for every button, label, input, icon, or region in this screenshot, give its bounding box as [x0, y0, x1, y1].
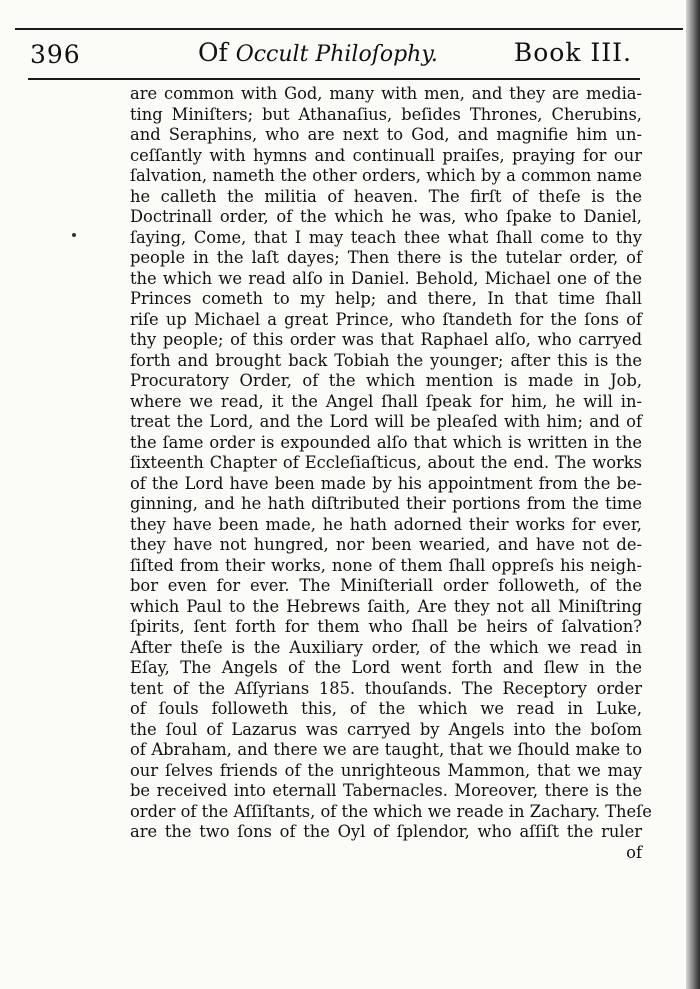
- text-line: be received into eternall Tabernacles. Moreover, there is the: [130, 781, 642, 800]
- text-line: ceſſantly with hymns and continuall praiſes, praying for our: [130, 145, 642, 165]
- ink-speck: [72, 233, 76, 237]
- text-line: tent of the Aſſyrians 185. thouſands. The Receptory order: [130, 678, 642, 698]
- text-line: which Paul to the Hebrews ſaith, Are they not all Miniſtring: [130, 596, 642, 616]
- text-line: they have been made, he hath adorned their works for ever,: [130, 514, 642, 534]
- text-line: Princes cometh to my help; and there, In that time ſhall: [130, 289, 642, 308]
- body-text: [130, 84, 652, 863]
- text-line: ſpirits, ſent forth for them who ſhall be heirs of ſalvation?: [130, 617, 642, 636]
- text-line: the ſame order is expounded alſo that which is written in the: [130, 432, 642, 452]
- text-line: of ſouls followeth this, of the which we read in Luke,: [130, 699, 642, 718]
- text-line: are the two ſons of the Oyl of ſplendor, who aſſiſt the ruler: [130, 822, 642, 841]
- text-line: Procuratory Order, of the which mention is made in Job,: [130, 371, 642, 390]
- text-line: the ſoul of Lazarus was carryed by Angels into the boſom: [130, 719, 642, 739]
- running-header: [20, 36, 632, 76]
- text-line: forth and brought back Tobiah the younger; after this is the: [130, 350, 642, 370]
- text-line: ſiſted from their works, none of them ſhall oppreſs his neigh-: [130, 555, 642, 575]
- text-line: ſixteenth Chapter of Eccleſiaſticus, about the end. The works: [130, 453, 642, 472]
- book-label: Book III.: [513, 38, 632, 67]
- text-line: Doctrinall order, of the which he was, who ſpake to Daniel,: [130, 207, 642, 226]
- text-line: ſalvation, nameth the other orders, which by a common name: [130, 166, 642, 185]
- text-line: ting Miniſters; but Athanaſius, beſides Thrones, Cherubins,: [130, 104, 642, 124]
- text-line: they have not hungred, nor been wearied, and have not de-: [130, 535, 642, 554]
- running-title-prefix: Of: [198, 38, 236, 67]
- text-line: treat the Lord, and the Lord will be pleaſed with him; and of: [130, 412, 642, 431]
- running-title: [198, 38, 438, 67]
- text-line: order of the Aſſiſtants, of the which we reade in Zachary. Theſe: [130, 801, 652, 821]
- text-line: of Abraham, and there we are taught, that we ſhould make to: [130, 740, 642, 759]
- text-line: people in the laſt dayes; Then there is the tutelar order, of: [130, 248, 642, 267]
- text-line: riſe up Michael a great Prince, who ſtandeth for the ſons of: [130, 309, 642, 329]
- text-line: he calleth the militia of heaven. The firſt of theſe is the: [130, 186, 642, 206]
- text-line: ſaying, Come, that I may teach thee what ſhall come to thy: [130, 227, 642, 247]
- text-line: Eſay, The Angels of the Lord went forth and ſlew in the: [130, 658, 642, 677]
- text-line: thy people; of this order was that Raphael alſo, who carryed: [130, 330, 642, 349]
- text-line: the which we read alſo in Daniel. Behold, Michael one of the: [130, 268, 642, 288]
- text-line: where we read, it the Angel ſhall ſpeak for him, he will in-: [130, 391, 642, 411]
- text-line: of the Lord have been made by his appointment from the be-: [130, 473, 642, 493]
- page-number: 396: [30, 40, 81, 69]
- text-line: After theſe is the Auxiliary order, of the which we read in: [130, 637, 642, 657]
- page-gutter-shadow: [686, 0, 700, 989]
- text-line: are common with God, many with men, and they are media-: [130, 84, 642, 103]
- text-line: bor even for ever. The Miniſteriall order followeth, of the: [130, 576, 642, 595]
- header-rule: [28, 78, 640, 80]
- running-title-italic: Occult Philoſophy.: [235, 42, 438, 67]
- text-line: and Seraphins, who are next to God, and magnifie him un-: [130, 125, 642, 144]
- catchword: of: [626, 842, 642, 862]
- text-line: our ſelves friends of the unrighteous Mammon, that we may: [130, 760, 642, 780]
- text-line: ginning, and he hath diſtributed their portions from the time: [130, 494, 642, 513]
- top-edge-rule: [15, 28, 683, 30]
